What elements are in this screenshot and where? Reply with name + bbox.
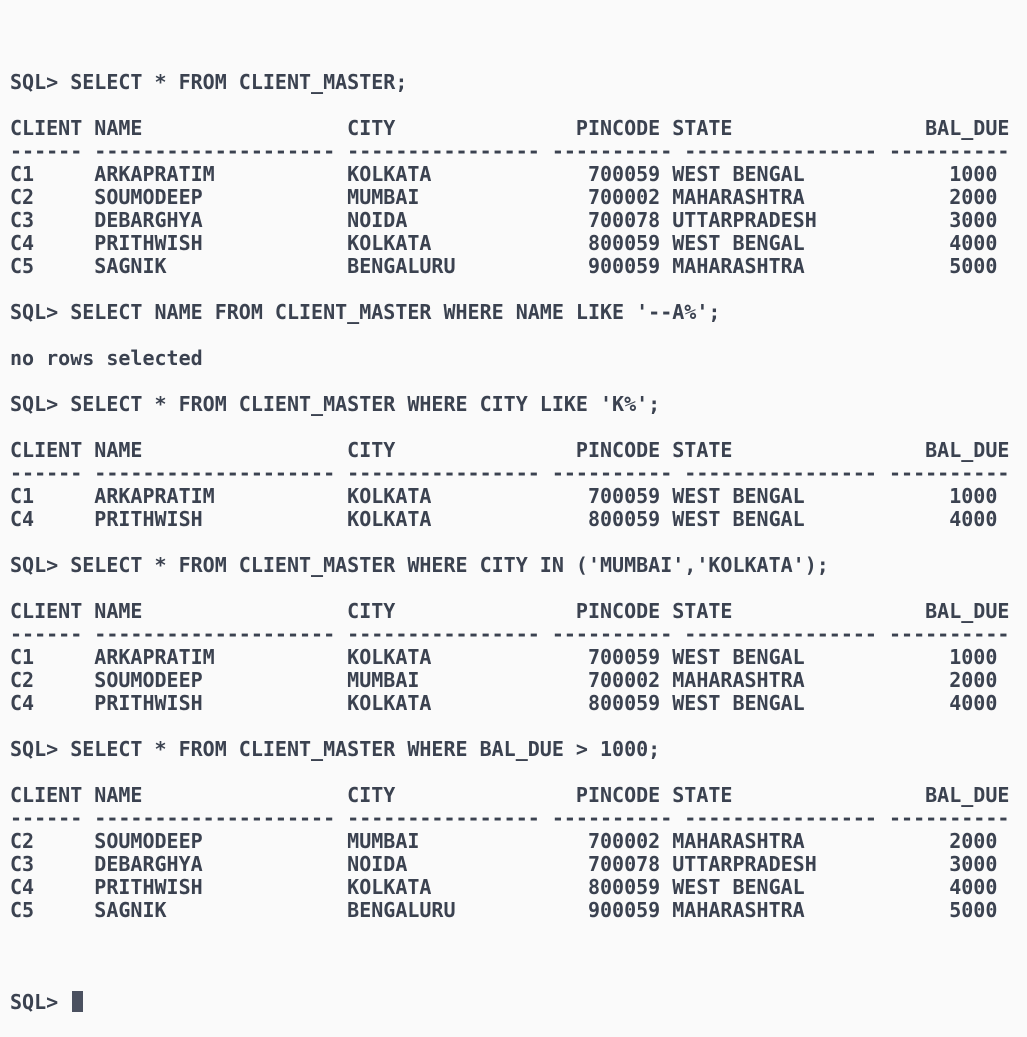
result-row: C4 PRITHWISH KOLKATA 800059 WEST BENGAL 4000	[10, 875, 998, 899]
command-block	[10, 393, 1017, 554]
result-row: C3 DEBARGHYA NOIDA 700078 UTTARPRADESH 3000	[10, 852, 998, 876]
command-block	[10, 301, 1017, 393]
sql-command-line: SQL> SELECT NAME FROM CLIENT_MASTER WHERE NAME LIKE '--A%';	[10, 300, 721, 324]
blank-line	[10, 715, 1017, 738]
result-separator-row: ------ -------------------- ---------------- ---------- ---------------- ----------	[10, 806, 1010, 830]
blank-line	[10, 278, 1017, 301]
sql-command-line: SQL> SELECT * FROM CLIENT_MASTER WHERE CITY LIKE 'K%';	[10, 392, 661, 416]
result-row: C2 SOUMODEEP MUMBAI 700002 MAHARASHTRA 2000	[10, 668, 998, 692]
blank-line	[10, 531, 1017, 554]
sql-command-line: SQL> SELECT * FROM CLIENT_MASTER WHERE CITY IN ('MUMBAI','KOLKATA');	[10, 553, 829, 577]
active-prompt-line[interactable]	[10, 991, 1017, 1014]
prompt-label: SQL>	[10, 990, 59, 1014]
result-row: C4 PRITHWISH KOLKATA 800059 WEST BENGAL 4000	[10, 507, 998, 531]
blank-line	[10, 370, 1017, 393]
blank-line	[10, 416, 1017, 439]
result-row: C1 ARKAPRATIM KOLKATA 700059 WEST BENGAL 1000	[10, 645, 998, 669]
result-separator-row: ------ -------------------- ---------------- ---------- ---------------- ----------	[10, 139, 1010, 163]
blank-line	[10, 761, 1017, 784]
result-header-row: CLIENT NAME CITY PINCODE STATE BAL_DUE	[10, 438, 1010, 462]
result-row: no rows selected	[10, 346, 203, 370]
result-separator-row: ------ -------------------- ---------------- ---------- ---------------- ----------	[10, 461, 1010, 485]
result-row: C3 DEBARGHYA NOIDA 700078 UTTARPRADESH 3000	[10, 208, 998, 232]
result-header-row: CLIENT NAME CITY PINCODE STATE BAL_DUE	[10, 783, 1010, 807]
terminal-history	[10, 71, 1017, 945]
result-row: C5 SAGNIK BENGALURU 900059 MAHARASHTRA 5000	[10, 254, 998, 278]
command-block	[10, 554, 1017, 738]
result-header-row: CLIENT NAME CITY PINCODE STATE BAL_DUE	[10, 599, 1010, 623]
text-cursor[interactable]	[72, 991, 83, 1012]
result-row: C1 ARKAPRATIM KOLKATA 700059 WEST BENGAL 1000	[10, 484, 998, 508]
result-row: C1 ARKAPRATIM KOLKATA 700059 WEST BENGAL 1000	[10, 162, 998, 186]
result-row: C2 SOUMODEEP MUMBAI 700002 MAHARASHTRA 2000	[10, 829, 998, 853]
result-row: C4 PRITHWISH KOLKATA 800059 WEST BENGAL 4000	[10, 231, 998, 255]
sql-command-line: SQL> SELECT * FROM CLIENT_MASTER WHERE BAL_DUE > 1000;	[10, 737, 661, 761]
sql-command-line: SQL> SELECT * FROM CLIENT_MASTER;	[10, 70, 408, 94]
blank-line	[10, 577, 1017, 600]
result-row: C2 SOUMODEEP MUMBAI 700002 MAHARASHTRA 2000	[10, 185, 998, 209]
blank-line	[10, 922, 1017, 945]
command-block	[10, 738, 1017, 945]
result-header-row: CLIENT NAME CITY PINCODE STATE BAL_DUE	[10, 116, 1010, 140]
result-row: C4 PRITHWISH KOLKATA 800059 WEST BENGAL 4000	[10, 691, 998, 715]
blank-line	[10, 94, 1017, 117]
result-separator-row: ------ -------------------- ---------------- ---------- ---------------- ----------	[10, 622, 1010, 646]
result-row: C5 SAGNIK BENGALURU 900059 MAHARASHTRA 5000	[10, 898, 998, 922]
blank-line	[10, 324, 1017, 347]
command-block	[10, 71, 1017, 301]
